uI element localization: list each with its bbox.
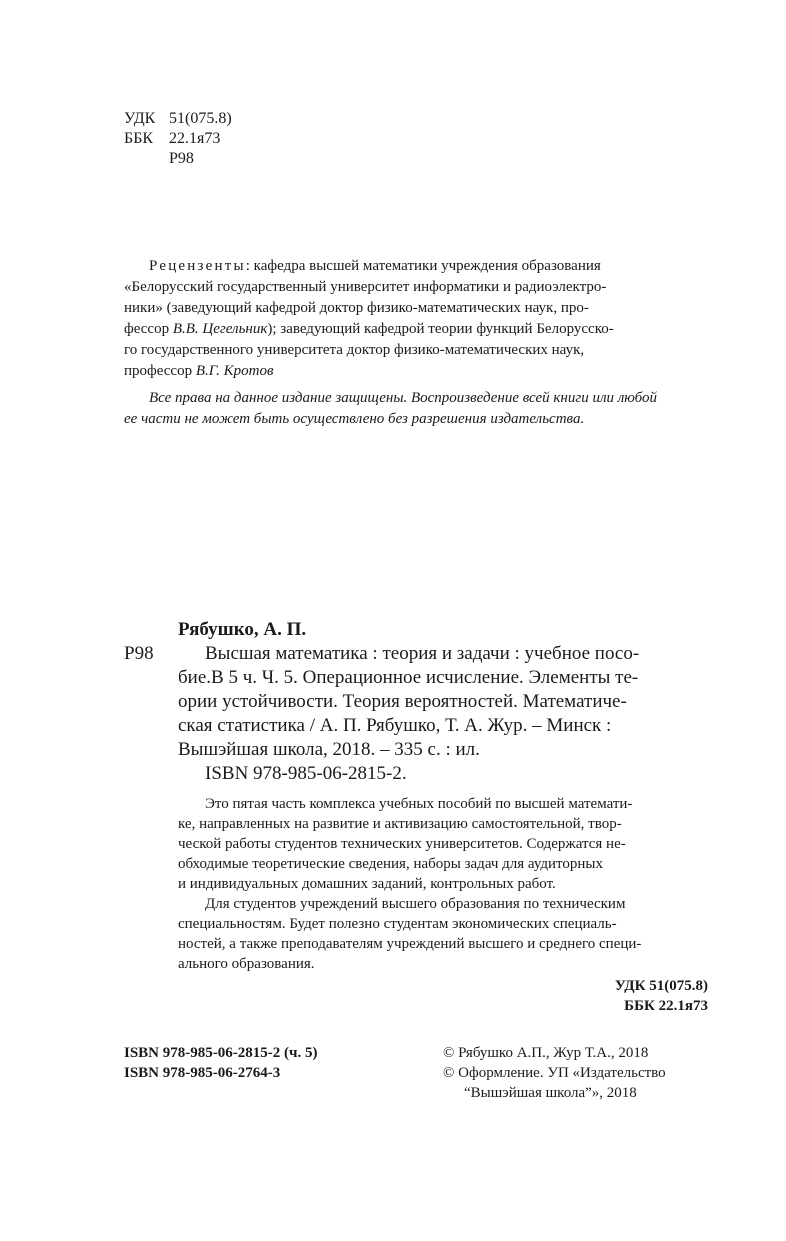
bib-line-1: Высшая математика : теория и задачи : учебное посо- (205, 643, 640, 664)
isbn-part: ISBN 978-985-06-2815-2 (ч. 5) (124, 1045, 318, 1061)
bib-line-2: бие.В 5 ч. Ч. 5. Операционное исчисление. Элементы те- (178, 667, 639, 688)
annotation-line-7: специальностям. Будет полезно студентам экономических специаль- (178, 916, 617, 932)
copyright-line-1: © Рябушко А.П., Жур Т.А., 2018 (443, 1045, 649, 1061)
bbk-value: 22.1я73 (169, 130, 221, 147)
footer-udk: УДК 51(075.8) (614, 978, 708, 994)
annotation-line-6: Для студентов учреждений высшего образования по техническим (205, 896, 626, 912)
annotation-line-8: ностей, а также преподавателям учреждений высшего и среднего специ- (178, 936, 642, 952)
reviewers-label: Рецензенты (149, 258, 246, 274)
annotation-line-4: обходимые теоретические сведения, наборы задач для аудиторных (178, 856, 604, 872)
copyright-line-2: © Оформление. УП «Издательство (443, 1065, 666, 1081)
udk-label: УДК (124, 110, 156, 127)
reviewer-name-2: В.Г. Кротов (195, 363, 274, 379)
annotation-line-5: и индивидуальных домашних заданий, контрольных работ. (178, 876, 556, 892)
footer-bbk: ББК 22.1я73 (624, 998, 708, 1014)
rights-line-2: ее части не может быть осуществлено без разрешения издательства. (124, 411, 585, 427)
bib-line-5: Вышэйшая школа, 2018. – 335 с. : ил. (178, 739, 480, 760)
udk-value: 51(075.8) (169, 110, 232, 127)
bib-mark: Р98 (124, 643, 154, 664)
annotation-line-3: ческой работы студентов технических университетов. Содержатся не- (178, 836, 626, 852)
reviewers-line-6: профессор В.Г. Кротов (124, 363, 274, 379)
copyright-line-3: “Вышэйшая школа”», 2018 (464, 1085, 637, 1101)
reviewers-line-3: ники» (заведующий кафедрой доктор физико-математических наук, про- (124, 300, 589, 316)
author-mark: Р98 (169, 150, 194, 167)
bbk-label: ББК (124, 130, 154, 147)
reviewers-line-5: го государственного университета доктор физико-математических наук, (124, 342, 585, 358)
bib-isbn: ISBN 978-985-06-2815-2. (205, 763, 407, 784)
reviewers-line-1: Рецензенты: кафедра высшей математики учреждения образования (149, 258, 601, 274)
bib-line-3: ории устойчивости. Теория вероятностей. Математиче- (178, 691, 627, 712)
reviewer-name-1: В.В. Цегельник (172, 321, 268, 337)
annotation-line-9: ального образования. (178, 956, 315, 972)
reviewers-line-2: «Белорусский государственный университет информатики и радиоэлектро- (124, 279, 607, 295)
rights-line-1: Все права на данное издание защищены. Воспроизведение всей книги или любой (149, 390, 658, 406)
reviewers-line-4: фессор В.В. Цегельник); заведующий кафедрой теории функций Белорусско- (124, 321, 614, 337)
bib-author: Рябушко, А. П. (178, 619, 307, 640)
annotation-line-2: ке, направленных на развитие и активизацию самостоятельной, твор- (178, 816, 622, 832)
annotation-line-1: Это пятая часть комплекса учебных пособий по высшей математи- (205, 796, 633, 812)
isbn-set: ISBN 978-985-06-2764-3 (124, 1065, 281, 1081)
bib-line-4: ская статистика / А. П. Рябушко, Т. А. Жур. – Минск : (178, 715, 612, 736)
